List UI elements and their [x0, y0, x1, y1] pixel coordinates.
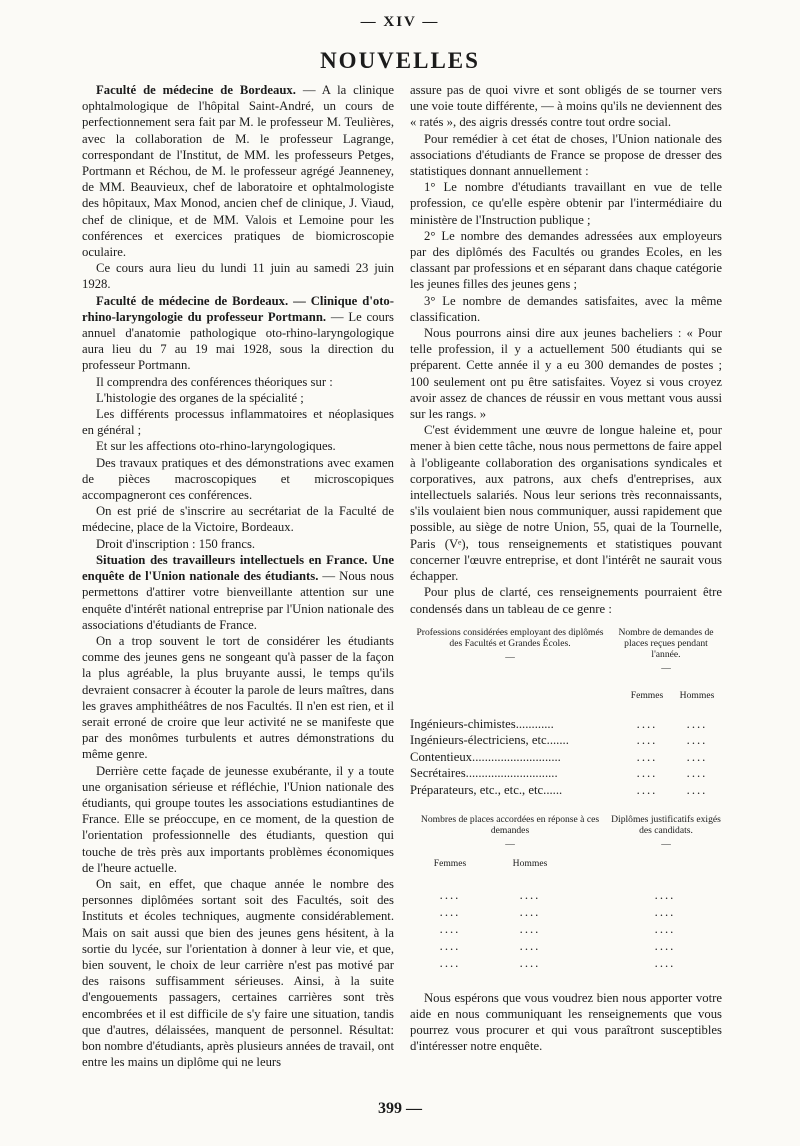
table-header — [410, 627, 722, 674]
paragraph: assure pas de quoi vivre et sont obligés de se tourner vers une voie toute différente, — à moins qu'ils ne deviennent des « ratés », des aigris dressés contre tout ordre social. — [410, 83, 722, 130]
col-men: Hommes — [679, 689, 715, 701]
paragraph: Derrière cette façade de jeunesse exubérante, il y a toute une organisation sérieuse et réfléchie, l'Union nationale des étudiants, qui groupe toutes les associations estudiantines de France. Elle se préoccupe, en ce moment, de la question de l'orientation professionnelle des étudiants, question qui touche de très près aux importants problèmes économiques de l'heure actuelle. — [82, 763, 394, 875]
paragraph: Il comprendra des conférences théoriques sur : — [96, 374, 333, 389]
demand-table — [410, 627, 722, 972]
table-dash: — — [505, 839, 515, 851]
paragraph: 2° Le nombre des demandes adressées aux employeurs par des diplômés des Facultés ou grandes Ecoles, en les classant par professions et en séparant dans chaque catégorie les jeunes filles des jeunes gens ; — [410, 228, 722, 292]
table-header-professions: Professions considérées employant des diplômés des Facultés et Grandes Écoles. — [416, 626, 604, 649]
page-title: NOUVELLES — [320, 48, 480, 73]
table-row: .... .... .... — [439, 921, 676, 936]
col-women: Femmes — [433, 858, 467, 870]
table-dash: — — [505, 651, 515, 663]
paragraph: On sait, en effet, que chaque année le nombre des personnes diplômées sortant soit des Facultés, soit des Instituts et écoles techniques, augmente considérablement. Mais on sait aussi que bien des jeunes gens hésitent, à la sortie du lycée, sur l'orientation à donner à leur vie, et que, bien souvent, le choix de leur carrière n'est pas motivé par des raisons suffisamment sérieuses. Ainsi, à la suite d'engouements passagers, certaines carrières sont très encombrées et il est difficile de s'y faire une situation, tandis que d'autres, délaissées, manquent de personnel. Résultat: bon nombre d'étudiants, après plusieurs années de travail, ont entre les mains un diplôme qui ne leurs — [82, 876, 394, 1070]
paragraph: 3° Le nombre de demandes satisfaites, avec la même classification. — [410, 293, 722, 324]
paragraph: Nous espérons que vous voudrez bien nous apporter votre aide en nous communiquant les renseignements que vous pourrez vous procurer et qui vous paraîtront susceptibles d'intéresser notre enquête. — [410, 990, 722, 1054]
table-dash: — — [661, 662, 671, 674]
paragraph: Pour remédier à cet état de choses, l'Union nationale des associations d'étudiants de France se propose de dresser des statistiques donnant annuellement : — [410, 131, 722, 179]
table-dash: — — [661, 839, 671, 851]
table-row: Ingénieurs-électriciens, etc....... .... .... — [410, 733, 708, 748]
col-men: Hommes — [512, 858, 548, 870]
paragraph: On a trop souvent le tort de considérer les étudiants comme des jeunes gens ne songeant qu'à passer de la façon la plus agréable, la plus bruyante aussi, le temps qu'ils devraient consacrer à écouter la parole de leurs maîtres, dans les graves amphithéâtres de nos Facultés. Il n'en est rien, et il serait erroné de croire que leur activité ne se manifeste que par des monômes turbulents et autres démonstrations du même genre. — [82, 633, 394, 762]
paragraph: 1° Le nombre d'étudiants travaillant en vue de telle profession, ce qu'elle espère obtenir par l'intermédiaire du ministère de l'Instruction publique ; — [410, 180, 722, 227]
paragraph: On est prié de s'inscrire au secrétariat de la Faculté de médecine, place de la Victoire, Bordeaux. — [82, 504, 394, 535]
paragraph: Droit d'inscription : 150 francs. — [96, 536, 256, 551]
table-row: .... .... .... — [439, 938, 676, 953]
paragraph: Et sur les affections oto-rhino-laryngologiques. — [96, 439, 336, 454]
table-row: Contentieux............................ .... .... — [410, 749, 708, 764]
right-column — [410, 82, 722, 1054]
paragraph: Des travaux pratiques et des démonstrations avec examen de pièces macroscopiques et microscopiques accompagneront ces conférences. — [82, 455, 394, 503]
table-row: Secrétaires............................. .... .... — [410, 766, 708, 781]
table2-header-places: Nombres de places accordées en réponse à ces demandes — [420, 814, 600, 837]
paragraph: Ce cours aura lieu du lundi 11 juin au samedi 23 juin 1928. — [82, 261, 394, 292]
page-roman-number: — XIV — — [360, 14, 440, 30]
table-subheader — [410, 688, 722, 704]
table-row: .... .... .... — [439, 955, 676, 970]
table-row: .... .... .... — [439, 887, 676, 902]
paragraph: Pour plus de clarté, ces renseignements pourraient être condensés dans un tableau de ce genre : — [410, 585, 722, 616]
col-women: Femmes — [630, 689, 664, 701]
left-column — [82, 82, 394, 1070]
table-row: Ingénieurs-chimistes............ .... .... — [410, 716, 708, 731]
paragraph: Les différents processus inflammatoires et néoplasiques en général ; — [82, 407, 394, 438]
table2-subheader — [410, 856, 722, 872]
table-row: .... .... .... — [439, 904, 676, 919]
paragraph: Nous pourrons ainsi dire aux jeunes bacheliers : « Pour telle profession, il y a actuellement 500 étudiants qui se préparent. Cette année il y a eu 300 demandes de postes ; 100 seulement ont pu être satisfaites. Voyez si vous croyez avoir assez de chances de réussir en vous mettant vous aussi sur les rangs. » — [410, 326, 722, 422]
paragraph: Faculté de médecine de Bordeaux. — Clinique d'oto-rhino-laryngologie du professeur Portmann. — Le cours annuel d'anatomie pathologique oto-rhino-laryngologique aura lieu du 7 au 19 mai 1928, sous la direction du professeur Portmann. — [82, 293, 394, 373]
table-row: Préparateurs, etc., etc., etc...... .... .... — [410, 782, 708, 797]
paragraph: C'est évidemment une œuvre de longue haleine et, pour mener à bien cette tâche, nous nous permettons de faire appel à l'obligeante collaboration des organisations syndicales et corporatives, aux patrons, aux chefs d'entreprises, aux intellectuels salariés. Nous leur serions très reconnaissants, s'ils voulaient bien nous communiquer, aussi rapidement que possible, au siège de notre Union, 55, quai de la Tournelle, Paris (Vᵉ), tous renseignements et statistiques pouvant concerner l'œuvre entreprise, et dont l'intérêt ne saurait vous échapper. — [410, 423, 722, 584]
paragraph: L'histologie des organes de la spécialité ; — [96, 390, 304, 405]
page-number: 399 — — [378, 1100, 422, 1117]
table-header-demands: Nombre de demandes de places reçues pendant l'année. — [618, 626, 714, 660]
table2-header — [410, 814, 722, 850]
paragraph: Situation des travailleurs intellectuels en France. Une enquête de l'Union nationale des étudiants. — Nous nous permettons d'attirer votre bienveillante attention sur une enquête d'intérêt national entreprise par l'Union nationale des associations d'étudiants de France. — [82, 552, 394, 632]
paragraph: Faculté de médecine de Bordeaux. — A la clinique ophtalmologique de l'hôpital Saint-André, un cours de perfectionnement sera fait par M. le professeur M. Teulières, avec la collaboration de M. le professeur Lagrange, correspondant de l'Institut, de MM. les professeurs Petges, Portmann et Réchou, de M. le professeur agrégé Jeanneney, de MM. Beauvieux, chef de laboratoire et ophtalmologiste des hôpitaux, Max Monod, ancien chef de clinique, J. Viaud, chef de clinique, et de MM. Valois et Lemoine pour les conférences et exercices pratiques de biomicroscopie oculaire. — [82, 83, 394, 260]
table2-header-diplomas: Diplômes justificatifs exigés des candidats. — [611, 814, 721, 837]
